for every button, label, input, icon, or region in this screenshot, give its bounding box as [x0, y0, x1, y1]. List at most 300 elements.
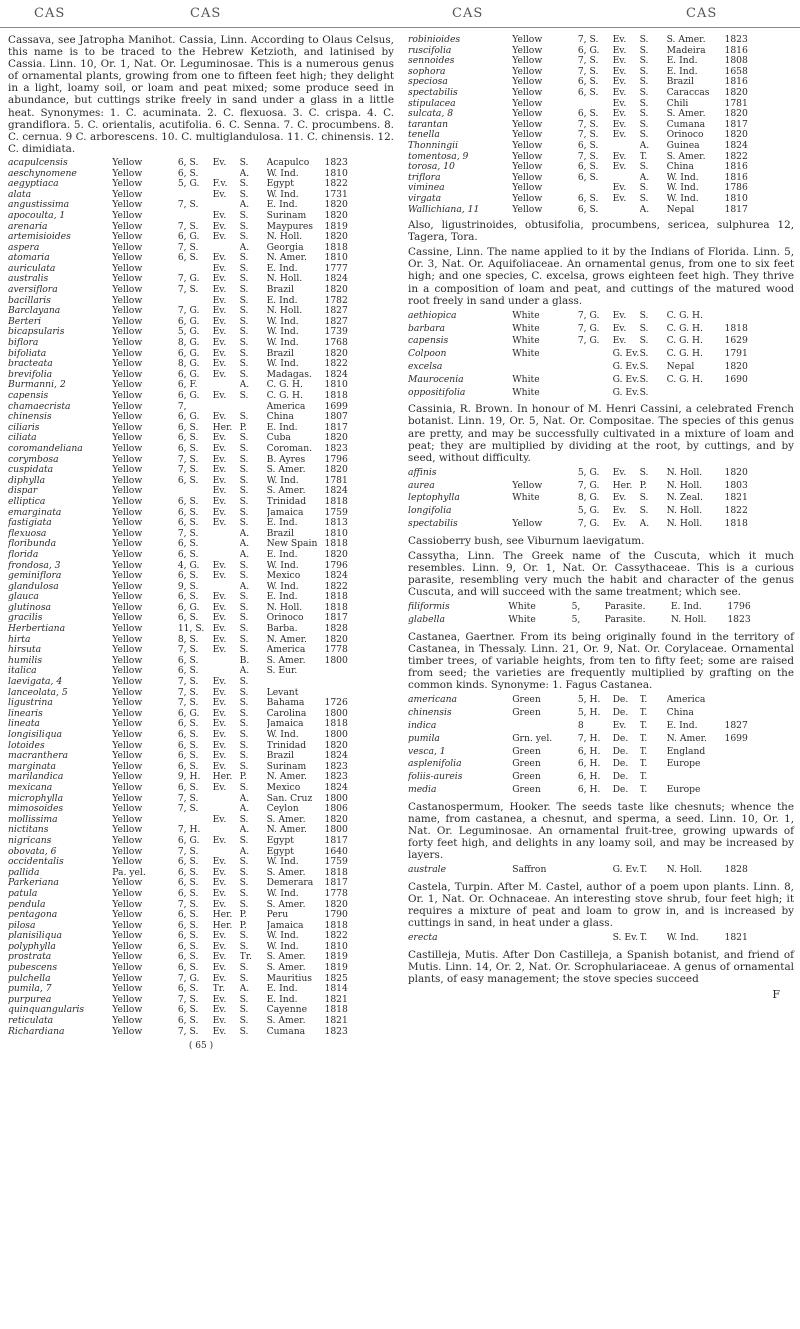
table-cell: N. Holl. [266, 274, 303, 285]
table-cell: viminea [408, 183, 445, 194]
table-cell: E. Ind. [266, 592, 298, 603]
table-row [8, 1016, 394, 1027]
table-cell: italica [8, 666, 37, 677]
table-cell: 1825 [324, 973, 348, 984]
cassinia-species-table [408, 467, 794, 531]
table-cell: asplenifolia [408, 758, 462, 770]
table-cell [240, 402, 267, 413]
table-cell: T. [639, 694, 648, 706]
table-cell: S. [239, 465, 249, 476]
table-cell: aspera [8, 242, 40, 253]
table-cell: 8, G. [177, 359, 200, 370]
table-cell: A. [239, 200, 250, 211]
table-cell: S. Amer. [266, 465, 306, 476]
table-row [8, 698, 394, 709]
table-cell [512, 361, 578, 374]
table-cell: hirta [8, 634, 31, 645]
table-cell: Madeira [666, 45, 706, 56]
table-cell: Green [512, 707, 541, 719]
table-cell: microphylla [8, 793, 64, 804]
table-row [408, 492, 794, 505]
table-row [8, 921, 394, 932]
table-cell [724, 784, 794, 797]
table-cell: 1816 [724, 45, 748, 56]
table-cell: Yellow [112, 412, 143, 423]
table-cell: Yellow [512, 204, 543, 215]
castanea-entry: Castanea, Gaertner. From its being originally found in the territory of Castanea, in Thessaly. Linn. 21, Or. 9, Nat. Or. Corylaceae. Ornamental timber trees, of variable heights, from ten to fifty feet; some are raised from seed; the varieties are frequently multiplied by grafting on the common kinds. Synonyme: 1. Fagus Castanea. [408, 630, 794, 692]
table-cell: Parasite. [604, 614, 646, 626]
table-row [408, 88, 794, 99]
table-cell: hirsuta [8, 645, 42, 656]
table-cell: Yellow [112, 274, 143, 285]
table-cell: Her. [212, 920, 233, 931]
table-cell: S. [239, 454, 249, 465]
table-cell: Pa. yel. [112, 867, 146, 878]
table-cell: Thonningii [408, 140, 459, 151]
table-cell: Ev. [212, 814, 227, 825]
cassinia-entry: Cassinia, R. Brown. In honour of M. Henri Cassini, a celebrated French botanist. Linn. 19, Or. 5, Nat. Or. Compositae. The species of this genus are pretty, and may be successfully cultivated in a mixture of loam and peat; they are multiplied by dividing at the root, by cuttings, and by seed, without difficulty. [408, 403, 794, 464]
table-cell [578, 348, 613, 361]
table-cell: N. Amer. [266, 772, 307, 783]
table-cell: 1824 [324, 274, 348, 285]
table-cell: S. [639, 77, 649, 88]
table-row [408, 323, 794, 336]
table-cell [724, 746, 794, 759]
table-cell: 1820 [324, 899, 348, 910]
table-cell: robinioides [408, 35, 461, 45]
table-cell: Ev. [212, 751, 227, 762]
table-cell: ciliaris [8, 422, 40, 433]
table-cell: Ev. [212, 592, 227, 603]
table-cell: W. Ind. [266, 931, 299, 942]
table-cell: mexicana [8, 782, 53, 793]
table-cell: elliptica [8, 496, 46, 507]
table-cell: Yellow [112, 306, 143, 317]
table-cell: 6, S. [177, 920, 199, 931]
table-cell: S. [239, 708, 249, 719]
table-cell: aversiflora [8, 285, 58, 296]
table-cell: 6, S. [177, 433, 199, 444]
table-cell: Yellow [112, 782, 143, 793]
table-cell: 7, G. [177, 306, 200, 317]
table-cell: 1820 [324, 634, 348, 645]
table-cell: 1820 [324, 232, 348, 243]
table-cell: Yellow [112, 475, 143, 486]
table-cell: S. [639, 87, 649, 98]
table-cell: Ev. [612, 151, 627, 162]
table-row [8, 518, 394, 529]
table-cell [213, 380, 240, 391]
table-cell: Ev. [212, 730, 227, 740]
table-cell: White [512, 386, 540, 398]
table-cell: America [666, 694, 706, 706]
table-cell: 7, S. [177, 846, 199, 857]
table-cell: ciliata [8, 433, 37, 444]
table-cell: marilandica [8, 772, 64, 783]
table-cell: filiformis [408, 601, 450, 613]
table-cell: S. [239, 189, 249, 200]
table-cell: Yellow [112, 698, 143, 709]
table-cell: pumila, 7 [8, 984, 52, 995]
table-cell: A. [639, 172, 650, 183]
table-cell: G. Ev. [612, 360, 640, 372]
table-cell: N. Amer. [266, 634, 307, 645]
table-cell: Ev. [212, 1026, 227, 1037]
table-cell: macranthera [8, 751, 69, 762]
table-cell [178, 486, 213, 497]
table-cell: pilosa [8, 920, 36, 931]
table-cell: Cayenne [266, 1005, 307, 1016]
table-cell: virgata [408, 193, 442, 204]
table-cell: 1820 [324, 549, 348, 560]
table-cell: 1823 [324, 157, 348, 168]
table-row [8, 253, 394, 264]
table-cell: C. G. H. [666, 335, 703, 347]
table-cell [578, 183, 613, 194]
table-cell: 6, S. [177, 475, 199, 486]
table-cell: 1818 [324, 242, 348, 253]
table-cell [667, 771, 725, 784]
table-cell: 7, S. [577, 151, 599, 162]
table-cell: S. [239, 486, 249, 497]
table-cell: 1818 [324, 719, 348, 730]
table-cell: Colpoon [408, 348, 447, 360]
table-cell: Yellow [112, 549, 143, 560]
table-cell: A. [239, 793, 250, 804]
table-cell: 1820 [324, 814, 348, 825]
table-cell: 6, S. [177, 253, 199, 264]
table-cell [213, 169, 240, 180]
table-cell: Yellow [112, 602, 143, 613]
table-cell: S. Amer. [266, 952, 306, 963]
table-cell: Madagas. [266, 369, 312, 380]
table-cell: erecta [408, 932, 438, 944]
table-cell: W. Ind. [266, 316, 299, 327]
table-cell: 1820 [724, 109, 748, 120]
table-cell [213, 243, 240, 254]
table-cell: polyphylla [8, 941, 56, 952]
table-cell: De. [612, 783, 629, 795]
table-cell: Richardiana [8, 1026, 65, 1037]
table-cell: E. Ind. [266, 994, 298, 1005]
table-row [8, 825, 394, 836]
table-cell: torosa, 10 [408, 162, 455, 173]
table-cell: Ev. [212, 602, 227, 613]
table-cell: Guinea [666, 140, 700, 151]
table-cell: artemisioides [8, 232, 71, 243]
table-cell: White [508, 601, 536, 613]
table-cell: 1781 [324, 475, 348, 486]
table-cell: 1824 [324, 782, 348, 793]
table-cell: Yellow [512, 193, 543, 204]
page-number: ( 65 ) [188, 1041, 214, 1052]
table-cell: S. [239, 782, 249, 793]
table-row [8, 402, 394, 413]
table-cell: Yellow [112, 751, 143, 762]
table-cell: Cuba [266, 433, 291, 444]
table-cell: Yellow [112, 338, 143, 349]
table-cell: T. [639, 932, 648, 944]
table-cell: S. [639, 56, 649, 67]
table-cell: gracilis [8, 613, 43, 624]
table-cell: E. Ind. [666, 66, 698, 77]
table-row [8, 963, 394, 974]
table-row [8, 847, 394, 858]
table-cell: Mexico [266, 571, 301, 582]
table-cell: Her. [212, 910, 233, 921]
table-cell: 6, S. [177, 549, 199, 560]
table-cell: 6, S. [177, 571, 199, 582]
table-row [408, 480, 794, 493]
table-cell [213, 666, 240, 677]
table-cell: 1820 [324, 200, 348, 211]
table-cell: 1818 [724, 517, 748, 529]
table-cell: Ev. [212, 994, 227, 1005]
table-cell: S. [639, 466, 649, 478]
table-row [8, 465, 394, 476]
table-cell: S. [639, 130, 649, 141]
table-row [8, 974, 394, 985]
table-cell: Egypt [266, 835, 294, 846]
table-row [8, 370, 394, 381]
table-cell: biflora [8, 338, 39, 349]
table-cell [578, 361, 613, 374]
table-cell: Surinam [266, 210, 307, 221]
table-cell: 6, S. [177, 507, 199, 518]
table-cell: S. [239, 263, 249, 274]
table-cell: 1822 [324, 581, 348, 592]
table-cell: S. [239, 412, 249, 423]
table-cell: 1810 [724, 193, 748, 204]
table-cell: dispar [8, 486, 38, 497]
table-cell: 6, S. [177, 1016, 199, 1027]
table-cell: T. [639, 707, 648, 719]
table-cell: Yellow [112, 391, 143, 401]
table-cell: Ev. [212, 613, 227, 624]
table-row [8, 709, 394, 720]
table-cell: 1786 [724, 183, 748, 194]
table-cell: 6, S. [177, 1005, 199, 1016]
table-cell: Yellow [512, 517, 543, 529]
table-cell: Yellow [112, 253, 143, 264]
table-cell: Ev. [612, 162, 627, 173]
table-cell: Ev. [212, 518, 227, 529]
table-cell: 1813 [324, 518, 348, 529]
table-cell: frondosa, 3 [8, 560, 61, 571]
table-cell: Ev. [612, 183, 627, 194]
table-cell: Yellow [112, 910, 143, 921]
table-cell: S. [639, 45, 649, 56]
table-cell: W. Ind. [666, 193, 699, 204]
table-cell: 8 [577, 719, 584, 731]
table-cell: longifolia [408, 505, 452, 517]
table-cell: N. Holl. [266, 232, 303, 243]
table-row [8, 243, 394, 254]
running-head-center-left: CAS [190, 6, 222, 21]
table-cell: longisiliqua [8, 730, 63, 740]
table-cell: W. Ind. [666, 183, 699, 194]
table-cell: 6, S. [177, 719, 199, 730]
table-row [408, 183, 794, 194]
table-cell: S. [639, 492, 649, 504]
table-cell: S. [239, 751, 249, 762]
table-cell [178, 815, 213, 826]
table-row [408, 46, 794, 57]
table-cell: Ev. [212, 624, 227, 635]
table-cell: Ev. [612, 309, 627, 321]
table-row [408, 205, 794, 216]
table-cell [724, 771, 794, 784]
table-cell: Jamaica [266, 920, 304, 931]
table-cell: Ev. [212, 708, 227, 719]
table-cell: Yellow [112, 168, 143, 179]
table-cell: Ev. [612, 87, 627, 98]
table-row [408, 310, 794, 323]
table-cell: aeschynomene [8, 168, 77, 179]
table-cell: Ev. [212, 560, 227, 571]
table-cell: S. [639, 360, 649, 372]
table-cell: 1818 [724, 322, 748, 334]
table-cell: 1690 [724, 373, 748, 385]
table-cell: Yellow [112, 592, 143, 603]
table-row [408, 67, 794, 78]
table-cell: 7, G. [577, 335, 600, 347]
table-cell: Chili [666, 98, 689, 109]
table-cell: T. [639, 745, 648, 757]
table-cell: Parkeriana [8, 878, 59, 889]
table-cell: Ev. [212, 285, 227, 296]
header-rule [0, 27, 800, 28]
table-cell: S. [239, 973, 249, 984]
table-cell: 1768 [324, 338, 348, 349]
table-row [8, 327, 394, 338]
table-row [8, 677, 394, 688]
table-cell: A. [239, 825, 250, 836]
table-cell: Yellow [112, 814, 143, 825]
table-row [408, 467, 794, 480]
table-cell: De. [612, 707, 629, 719]
table-cell: 7, H. [577, 732, 601, 744]
table-cell: 5, G. [577, 466, 600, 478]
table-cell: A. [239, 666, 250, 677]
table-row [8, 508, 394, 519]
table-cell: Yellow [112, 708, 143, 719]
table-cell: 6, S. [577, 162, 599, 173]
table-cell: bifoliata [8, 348, 47, 359]
table-cell: Ev. [212, 677, 227, 688]
table-cell: T. [639, 864, 648, 876]
table-cell: Ev. [612, 130, 627, 141]
table-row [8, 338, 394, 349]
table-cell: 1817 [724, 119, 748, 130]
table-row [8, 603, 394, 614]
table-cell: Ev. [612, 45, 627, 56]
table-cell: A. [239, 528, 250, 539]
table-cell: Yellow [112, 528, 143, 539]
table-cell: Yellow [112, 899, 143, 910]
table-row [8, 455, 394, 466]
table-row [8, 179, 394, 190]
table-cell: 6, S. [177, 740, 199, 751]
table-cell: Ev. [212, 857, 227, 868]
table-cell: Orinoco [666, 130, 704, 141]
table-cell: S. [639, 322, 649, 334]
table-cell: S. [239, 507, 249, 518]
table-row [8, 497, 394, 508]
table-cell [213, 539, 240, 550]
table-cell: brevifolia [8, 369, 53, 380]
table-cell: E. Ind. [266, 422, 298, 433]
table-row [408, 77, 794, 88]
table-cell: White [512, 322, 540, 334]
table-row [8, 931, 394, 942]
table-cell: Egypt [266, 179, 294, 190]
table-cell: Yellow [112, 835, 143, 846]
table-cell: Nepal [666, 204, 695, 215]
table-cell: foliis-aureis [408, 771, 463, 783]
table-cell: Ev. [612, 119, 627, 130]
table-cell: N. Holl. [266, 306, 303, 317]
table-cell: mimosoides [8, 804, 64, 815]
table-cell: Yellow [112, 157, 143, 168]
table-cell: Ev. [212, 221, 227, 232]
table-cell: Demerara [266, 878, 314, 889]
table-cell: W. Ind. [266, 730, 299, 740]
table-cell: Ev. [212, 931, 227, 942]
table-cell: flexuosa [8, 528, 47, 539]
table-cell: 1803 [724, 479, 748, 491]
table-cell: S. [239, 179, 249, 190]
table-cell: 1827 [324, 316, 348, 327]
running-head-center-right: CAS [452, 6, 484, 21]
table-cell: excelsa [408, 360, 443, 372]
table-row [8, 783, 394, 794]
table-cell: Ev. [612, 98, 627, 109]
table-cell: Yellow [512, 98, 543, 109]
table-cell: 7, G. [577, 517, 600, 529]
table-cell: Nepal [666, 360, 695, 372]
table-cell: 1823 [727, 614, 751, 626]
table-cell: F.v. [212, 179, 228, 190]
table-row [408, 361, 794, 374]
table-cell: 7, S. [577, 130, 599, 141]
table-cell: America [266, 645, 306, 656]
table-cell: S. [239, 560, 249, 571]
table-cell: 7, S. [177, 645, 199, 656]
table-cell: 6, S. [577, 109, 599, 120]
table-cell: pumila [408, 732, 440, 744]
table-cell: 6, S. [177, 910, 199, 921]
table-cell: Green [512, 758, 541, 770]
table-cell: N. Amer. [666, 732, 707, 744]
table-cell: Yellow [112, 539, 143, 550]
table-cell: Yellow [112, 624, 143, 635]
table-cell: mollissima [8, 814, 58, 825]
table-row [408, 141, 794, 152]
table-cell: 1791 [724, 348, 748, 360]
table-cell: 1796 [324, 454, 348, 465]
table-cell: planisiliqua [8, 931, 62, 942]
table-cell: 1777 [324, 263, 348, 274]
table-cell: 6, S. [577, 193, 599, 204]
table-cell: affinis [408, 466, 437, 478]
table-cell: Yellow [112, 613, 143, 624]
table-cell: Yellow [112, 210, 143, 221]
table-cell: Ev. [612, 322, 627, 334]
table-cell [578, 864, 613, 877]
castanospermum-species-table [408, 864, 794, 877]
table-cell: S. [239, 867, 249, 878]
